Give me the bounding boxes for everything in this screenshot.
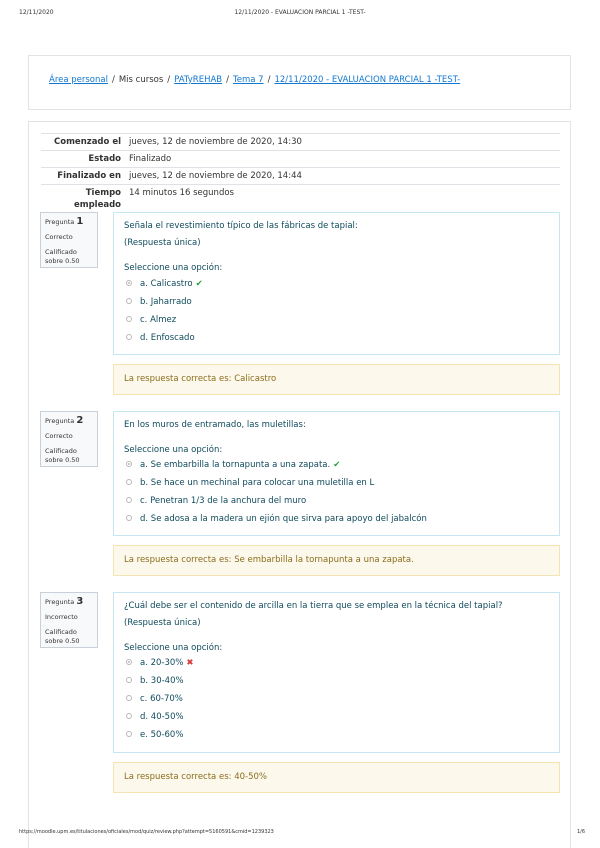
answer-option[interactable] <box>126 675 184 687</box>
radio[interactable] <box>126 695 132 701</box>
question-content-1 <box>113 212 560 355</box>
breadcrumb-separator: / <box>111 75 115 85</box>
breadcrumb-container <box>28 55 571 110</box>
question-feedback-2 <box>113 545 560 576</box>
answer-option[interactable] <box>126 657 194 669</box>
print-footer <box>0 829 600 841</box>
answer-option[interactable] <box>126 495 306 507</box>
radio[interactable] <box>126 713 132 719</box>
radio[interactable] <box>126 316 132 322</box>
breadcrumb-separator: / <box>167 75 171 85</box>
print-title: 12/11/2020 - EVALUACION PARCIAL 1 -TEST- <box>234 9 366 16</box>
radio-selected[interactable] <box>126 659 132 665</box>
summary-value: Finalizado <box>125 151 560 168</box>
radio-selected[interactable] <box>126 280 132 286</box>
option-label: a. 20-30% <box>140 658 184 668</box>
cross-icon: ✖ <box>186 658 194 668</box>
question-info-1 <box>40 212 98 268</box>
answer-option[interactable] <box>126 513 427 525</box>
feedback-text: La respuesta correcta es: Se embarbilla la tornapunta a una zapata. <box>124 555 414 565</box>
question-content-3 <box>113 592 560 753</box>
summary-label: Comenzado el <box>41 134 125 151</box>
question-number-value: 2 <box>76 415 84 426</box>
question-text: En los muros de entramado, las muletillas: <box>124 420 306 430</box>
answer-prompt: Seleccione una opción: <box>124 263 223 273</box>
radio[interactable] <box>126 479 132 485</box>
summary-row <box>41 168 560 185</box>
radio[interactable] <box>126 497 132 503</box>
question-number-label: Pregunta <box>45 598 75 606</box>
question-grade: Calificado sobre 0.50 <box>45 248 80 265</box>
option-label: b. Se hace un mechinal para colocar una muletilla en L <box>140 478 375 488</box>
option-label: a. Se embarbilla la tornapunta a una zapata. <box>140 460 331 470</box>
option-label: e. 50-60% <box>140 730 184 740</box>
answer-option[interactable] <box>126 477 374 489</box>
question-number-label: Pregunta <box>45 417 75 425</box>
summary-row <box>41 151 560 168</box>
question-number <box>45 597 93 607</box>
summary-row <box>41 134 560 151</box>
summary-label-text: Tiempo empleado <box>73 188 121 210</box>
question-feedback-3 <box>113 762 560 793</box>
option-label: b. 30-40% <box>140 676 184 686</box>
option-label: d. 40-50% <box>140 712 184 722</box>
breadcrumb-topic[interactable]: Tema 7 <box>233 75 264 85</box>
question-number-label: Pregunta <box>45 218 75 226</box>
breadcrumb <box>49 75 460 85</box>
option-label: a. Calicastro <box>140 279 193 289</box>
breadcrumb-area-personal[interactable]: Área personal <box>49 75 108 85</box>
question-info-2 <box>40 411 98 467</box>
question-number <box>45 217 93 227</box>
question-state: Correcto <box>45 233 73 241</box>
breadcrumb-separator: / <box>226 75 229 85</box>
question-number-value: 3 <box>76 596 84 607</box>
option-label: c. Almez <box>140 315 177 325</box>
check-icon: ✔ <box>195 279 203 289</box>
question-subtext: (Respuesta única) <box>124 618 201 628</box>
option-label: d. Enfoscado <box>140 333 195 343</box>
question-grade: Calificado sobre 0.50 <box>45 628 80 645</box>
summary-row <box>41 185 560 214</box>
option-label: c. 60-70% <box>140 694 183 704</box>
summary-label <box>41 185 125 214</box>
print-url: https://moodle.upm.es/titulaciones/oficiales/mod/quiz/review.php?attempt=5160591&cmid=1239323 <box>19 829 274 835</box>
radio[interactable] <box>126 298 132 304</box>
question-feedback-1 <box>113 364 560 395</box>
breadcrumb-course[interactable]: PATyREHAB <box>174 75 223 85</box>
answer-option[interactable] <box>126 278 203 290</box>
question-number <box>45 416 93 426</box>
feedback-text: La respuesta correcta es: 40-50% <box>124 772 267 782</box>
question-content-2 <box>113 411 560 536</box>
option-label: c. Penetran 1/3 de la anchura del muro <box>140 496 307 506</box>
radio[interactable] <box>126 731 132 737</box>
answer-option[interactable] <box>126 314 176 326</box>
check-icon: ✔ <box>333 460 341 470</box>
question-state: Correcto <box>45 432 73 440</box>
question-subtext: (Respuesta única) <box>124 238 201 248</box>
answer-option[interactable] <box>126 711 184 723</box>
summary-value: jueves, 12 de noviembre de 2020, 14:44 <box>125 168 560 185</box>
summary-label: Estado <box>41 151 125 168</box>
question-text: ¿Cuál debe ser el contenido de arcilla en la tierra que se emplea en la técnica del tapial? <box>124 601 503 611</box>
answer-prompt: Seleccione una opción: <box>124 643 223 653</box>
question-number-value: 1 <box>76 216 84 227</box>
option-label: b. Jaharrado <box>140 297 192 307</box>
question-grade: Calificado sobre 0.50 <box>45 447 80 464</box>
radio-selected[interactable] <box>126 461 132 467</box>
radio[interactable] <box>126 515 132 521</box>
answer-prompt: Seleccione una opción: <box>124 445 223 455</box>
feedback-text: La respuesta correcta es: Calicastro <box>124 374 277 384</box>
question-text: Señala el revestimiento típico de las fábricas de tapial: <box>124 221 358 231</box>
breadcrumb-separator: / <box>267 75 271 85</box>
summary-value: jueves, 12 de noviembre de 2020, 14:30 <box>125 134 560 151</box>
attempt-summary-table <box>41 133 560 213</box>
print-date: 12/11/2020 <box>19 9 54 16</box>
question-info-3 <box>40 592 98 648</box>
breadcrumb-quiz[interactable]: 12/11/2020 - EVALUACION PARCIAL 1 -TEST- <box>274 75 461 85</box>
breadcrumb-mis-cursos: Mis cursos <box>118 75 164 85</box>
summary-label: Finalizado en <box>41 168 125 185</box>
print-header <box>0 9 600 21</box>
print-page-number: 1/6 <box>576 829 585 835</box>
option-label: d. Se adosa a la madera un ejión que sirva para apoyo del jabalcón <box>140 514 427 524</box>
radio[interactable] <box>126 677 132 683</box>
answer-option[interactable] <box>126 296 192 308</box>
answer-option[interactable] <box>126 729 183 741</box>
radio[interactable] <box>126 334 132 340</box>
summary-value: 14 minutos 16 segundos <box>125 185 560 214</box>
answer-option[interactable] <box>126 693 183 705</box>
answer-option[interactable] <box>126 332 195 344</box>
answer-option[interactable] <box>126 459 340 471</box>
question-state: Incorrecto <box>45 613 78 621</box>
